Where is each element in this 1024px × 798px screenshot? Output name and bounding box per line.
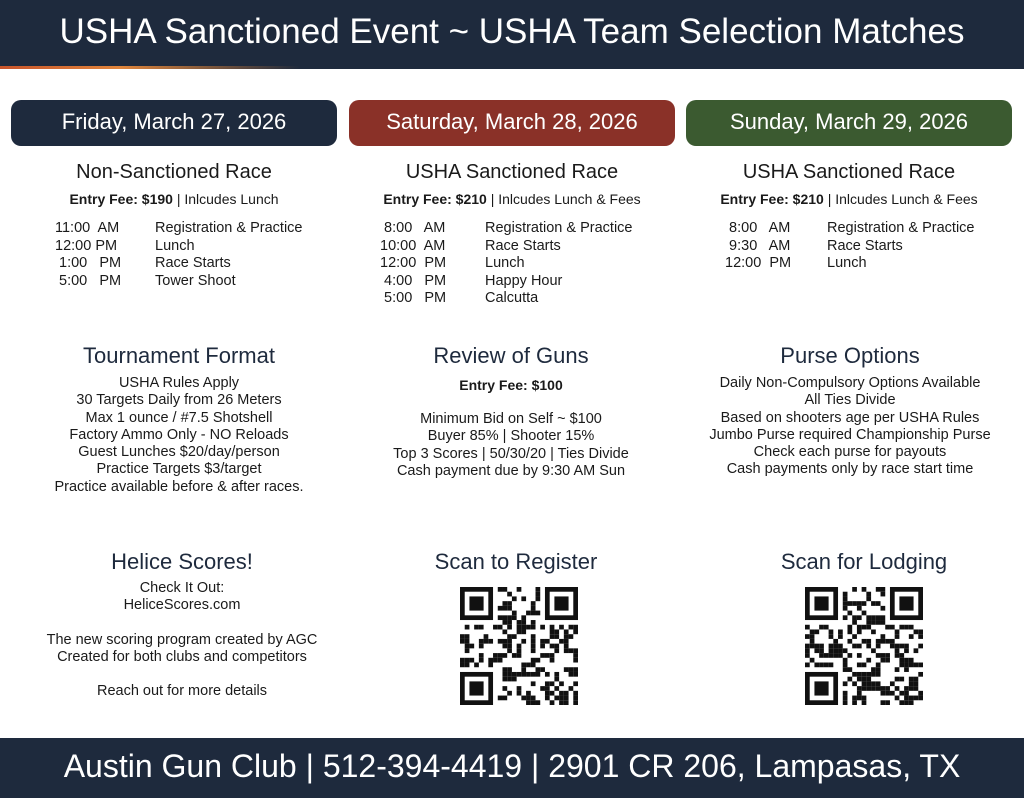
- schedule-time: 4:00 PM: [376, 272, 447, 289]
- schedule-row: [721, 255, 1012, 273]
- entry-fee-saturday: [349, 191, 675, 207]
- schedule-row: [376, 220, 675, 238]
- purse-options-title: Purse Options: [780, 343, 920, 368]
- day-column-friday: [11, 100, 337, 290]
- schedule-time: 12:00 PM: [721, 255, 792, 271]
- helice-line: Check It Out:: [139, 580, 225, 596]
- schedule-time: 9:30 AM: [721, 237, 791, 254]
- register-title: Scan to Register: [434, 549, 598, 574]
- schedule-event: Calcutta: [485, 290, 539, 306]
- list-item: Top 3 Scores | 50/30/20 | Ties Divide: [393, 445, 629, 462]
- schedule-time: 8:00 AM: [721, 220, 791, 236]
- list-item: Jumbo Purse required Championship Purse: [709, 426, 991, 443]
- schedule-row: [55, 220, 337, 238]
- register-section: [346, 549, 686, 575]
- entry-fee-friday: [11, 191, 337, 207]
- review-entry-fee: Entry Fee: $100: [459, 377, 563, 393]
- review-of-guns-section: [341, 343, 681, 480]
- schedule-row: [55, 273, 337, 291]
- header-accent-line: [0, 66, 1024, 69]
- schedule-event: Race Starts: [155, 255, 231, 271]
- schedule-time: 5:00 PM: [55, 272, 122, 289]
- list-item: 30 Targets Daily from 26 Meters: [76, 392, 282, 409]
- spacer: [12, 666, 352, 683]
- schedule-event: Happy Hour: [485, 272, 563, 289]
- schedule-row: [721, 238, 1012, 256]
- schedule-event: Registration & Practice: [155, 220, 303, 236]
- schedule-event: Tower Shoot: [155, 272, 236, 289]
- fee-amount: Entry Fee: $190: [69, 191, 173, 207]
- schedule-time: 11:00 AM: [55, 220, 120, 236]
- lodging-section: [694, 549, 1024, 575]
- schedule-event: Race Starts: [485, 237, 561, 254]
- schedule-row: [376, 238, 675, 256]
- list-item: Daily Non-Compulsory Options Available: [719, 375, 981, 391]
- list-item: Guest Lunches $20/day/person: [78, 444, 280, 461]
- tournament-format-section: [9, 343, 349, 496]
- header-banner: [0, 0, 1024, 68]
- list-item: All Ties Divide: [804, 392, 896, 409]
- schedule-event: Lunch: [485, 255, 525, 271]
- entry-fee-sunday: [686, 191, 1012, 207]
- list-item: Check each purse for payouts: [753, 444, 947, 461]
- race-title-sunday: USHA Sanctioned Race: [742, 161, 956, 183]
- schedule-friday: [55, 220, 337, 290]
- schedule-event: Registration & Practice: [827, 220, 975, 236]
- schedule-sunday: [721, 220, 1012, 273]
- schedule-time: 12:00 PM: [376, 255, 447, 271]
- schedule-row: [721, 220, 1012, 238]
- schedule-row: [55, 238, 337, 256]
- race-title-saturday: USHA Sanctioned Race: [405, 161, 619, 183]
- schedule-time: 5:00 PM: [376, 290, 447, 306]
- helice-line: Created for both clubs and competitors: [57, 648, 307, 665]
- helice-text: [12, 580, 352, 700]
- list-item: Cash payments only by race start time: [726, 461, 974, 478]
- schedule-time: 1:00 PM: [55, 255, 122, 271]
- list-item: Factory Ammo Only - NO Reloads: [69, 426, 289, 443]
- fee-amount: Entry Fee: $210: [720, 191, 824, 207]
- qr-code-icon[interactable]: [805, 587, 923, 705]
- list-item: Cash payment due by 9:30 AM Sun: [396, 462, 626, 479]
- schedule-time: 10:00 AM: [376, 237, 446, 254]
- list-item: Practice Targets $3/target: [96, 461, 262, 478]
- day-column-saturday: [349, 100, 675, 308]
- helice-section: [12, 549, 352, 700]
- page-title: USHA Sanctioned Event ~ USHA Team Selection Matches: [59, 12, 965, 51]
- tournament-format-title: Tournament Format: [83, 343, 275, 368]
- schedule-row: [55, 255, 337, 273]
- list-item: USHA Rules Apply: [118, 375, 240, 391]
- purse-options-section: [680, 343, 1020, 479]
- schedule-saturday: [376, 220, 675, 308]
- fee-note: | Inlcudes Lunch & Fees: [486, 191, 641, 207]
- review-of-guns-list: [341, 411, 681, 480]
- schedule-event: Race Starts: [827, 237, 903, 254]
- schedule-row: [376, 273, 675, 291]
- lodging-title: Scan for Lodging: [780, 549, 948, 574]
- qr-code-icon[interactable]: [460, 587, 578, 705]
- schedule-event: Lunch: [827, 255, 867, 271]
- helice-line: The new scoring program created by AGC: [46, 631, 318, 648]
- race-title-friday: Non-Sanctioned Race: [76, 161, 272, 183]
- spacer: [12, 615, 352, 632]
- list-item: Buyer 85% | Shooter 15%: [427, 428, 595, 445]
- schedule-time: 8:00 AM: [376, 220, 446, 236]
- schedule-row: [376, 255, 675, 273]
- list-item: Based on shooters age per USHA Rules: [720, 409, 980, 426]
- list-item: Minimum Bid on Self ~ $100: [420, 411, 602, 427]
- fee-note: | Inlcudes Lunch & Fees: [823, 191, 978, 207]
- day-heading-friday: Friday, March 27, 2026: [11, 100, 337, 146]
- schedule-time: 12:00 PM: [55, 237, 118, 254]
- fee-amount: Entry Fee: $210: [383, 191, 487, 207]
- helice-line: Reach out for more details: [96, 683, 268, 700]
- helice-link[interactable]: HeliceScores.com: [123, 597, 241, 614]
- purse-options-list: [680, 375, 1020, 479]
- schedule-event: Registration & Practice: [485, 220, 633, 236]
- list-item: Practice available before & after races.: [54, 478, 304, 495]
- tournament-format-list: [9, 375, 349, 496]
- schedule-row: [376, 290, 675, 308]
- schedule-event: Lunch: [155, 237, 195, 254]
- day-column-sunday: [686, 100, 1012, 273]
- fee-note: | Inlcudes Lunch: [172, 191, 279, 207]
- helice-title: Helice Scores!: [111, 549, 253, 574]
- review-of-guns-title: Review of Guns: [433, 343, 589, 368]
- day-heading-saturday: Saturday, March 28, 2026: [349, 100, 675, 146]
- list-item: Max 1 ounce / #7.5 Shotshell: [85, 409, 273, 426]
- footer-banner: [0, 738, 1024, 798]
- day-heading-sunday: Sunday, March 29, 2026: [686, 100, 1012, 146]
- footer-contact: Austin Gun Club | 512-394-4419 | 2901 CR 206, Lampasas, TX: [63, 748, 961, 784]
